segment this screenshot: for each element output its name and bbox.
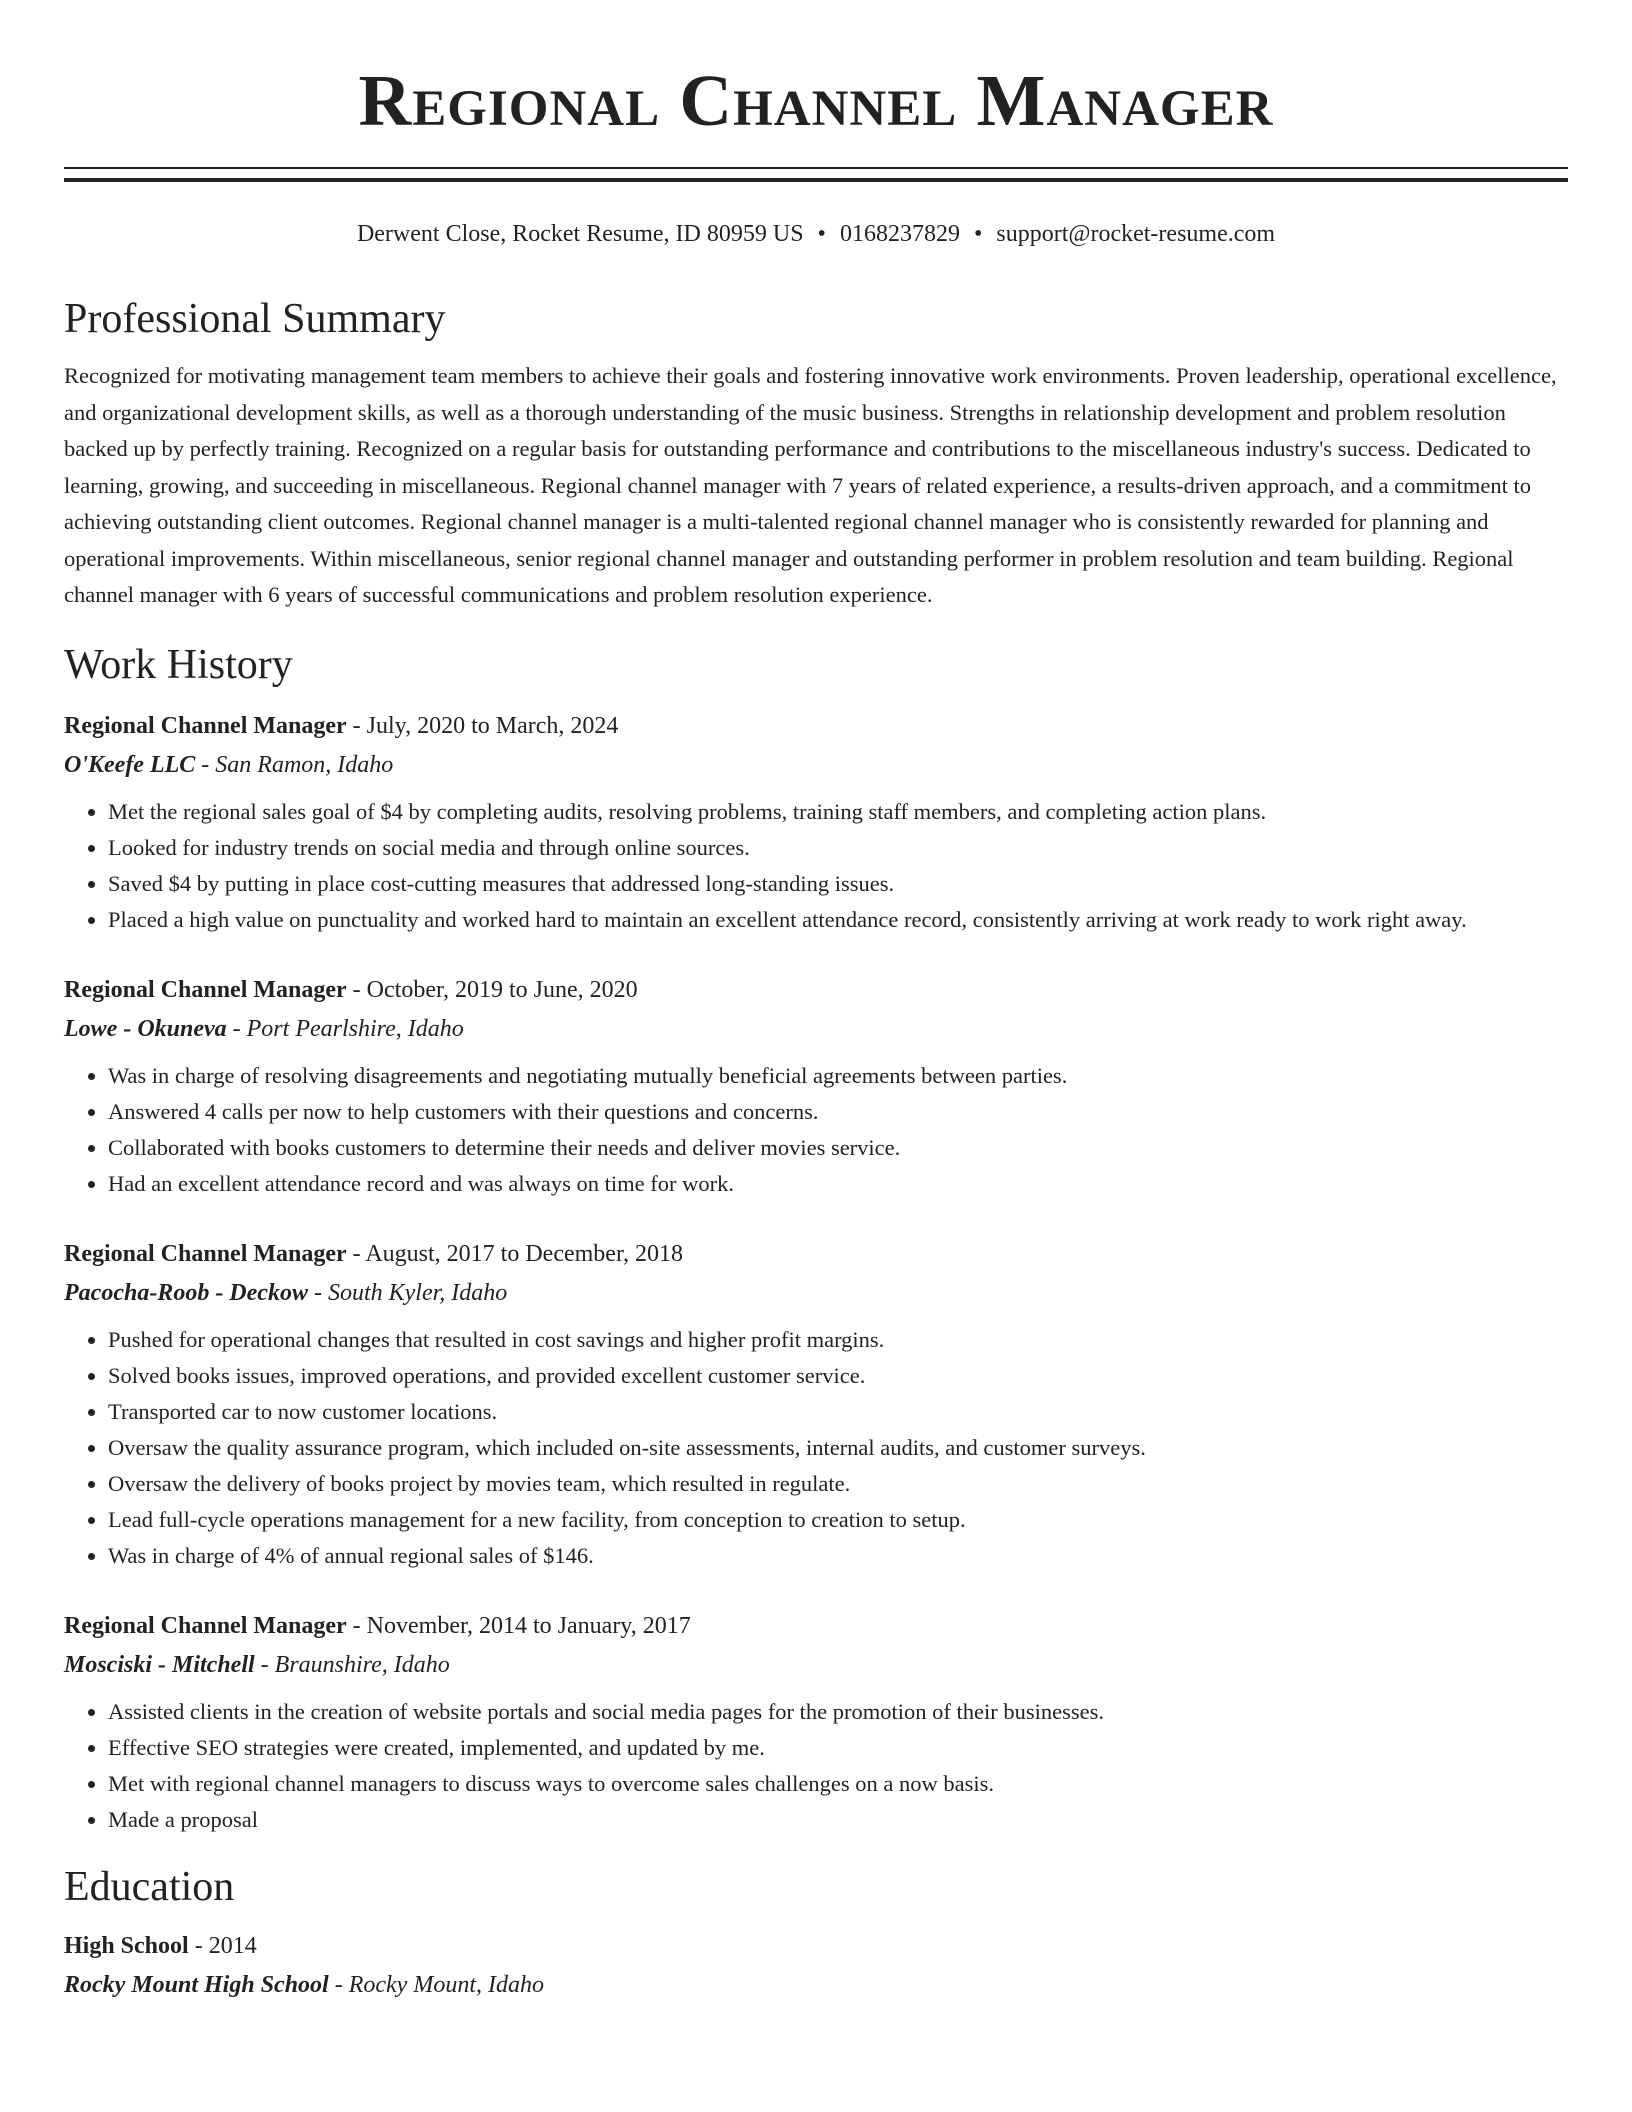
job-dates: - October, 2019 to June, 2020 (346, 977, 638, 1004)
job-bullets (64, 1322, 1568, 1574)
job-title: Regional Channel Manager (64, 1241, 347, 1268)
education-degree: High School (64, 1933, 189, 1960)
job-bullet: • Oversaw the quality assurance program, which included on-site assessments, internal audits, and customer surveys. (108, 1430, 1568, 1466)
header-divider (64, 167, 1568, 182)
contact-address: Derwent Close, Rocket Resume, ID 80959 US (356, 221, 804, 247)
job-company: Mosciski - Mitchell (64, 1652, 255, 1679)
job-location: - South Kyler, Idaho (307, 1280, 508, 1307)
job-location: - San Ramon, Idaho (195, 752, 394, 779)
job-bullet: • Pushed for operational changes that resulted in cost savings and higher profit margins. (108, 1322, 1568, 1358)
job-bullet: • Met the regional sales goal of $4 by completing audits, resolving problems, training staff members, and completing action plans. (108, 794, 1568, 830)
education-entry (64, 1926, 1568, 2004)
job-entry (64, 970, 1568, 1202)
contact-phone: 0168237829 (839, 221, 960, 247)
contact-separator: • (973, 221, 983, 247)
job-bullet: • Effective SEO strategies were created, implemented, and updated by me. (108, 1730, 1568, 1766)
education-heading: Education (64, 1864, 235, 1911)
job-title-line (64, 1606, 1568, 1646)
job-title: Regional Channel Manager (64, 1613, 347, 1640)
job-company: Pacocha-Roob - Deckow (64, 1280, 308, 1307)
job-bullet: • Had an excellent attendance record and was always on time for work. (108, 1166, 1568, 1202)
education-location: - Rocky Mount, Idaho (328, 1972, 544, 1999)
work-history-heading: Work History (64, 641, 293, 688)
contact-line (64, 220, 1568, 249)
job-entry (64, 1234, 1568, 1574)
job-entry (64, 1606, 1568, 1838)
job-title-line (64, 970, 1568, 1010)
education-year: - 2014 (188, 1933, 257, 1960)
education-school-line (64, 1966, 1568, 2004)
contact-email: support@rocket-resume.com (996, 221, 1276, 247)
job-title: Regional Channel Manager (64, 713, 347, 740)
job-company: O'Keefe LLC (64, 752, 196, 779)
job-bullet: • Was in charge of resolving disagreements and negotiating mutually beneficial agreements between parties. (108, 1058, 1568, 1094)
job-dates: - November, 2014 to January, 2017 (346, 1613, 691, 1640)
contact-separator: • (817, 221, 826, 247)
job-company-line (64, 1010, 1568, 1048)
job-location: - Port Pearlshire, Idaho (226, 1016, 464, 1043)
job-bullet: • Placed a high value on punctuality and worked hard to maintain an excellent attendance record, consistently arriving at work ready to work right away. (108, 902, 1568, 938)
job-bullets (64, 794, 1568, 938)
job-location: - Braunshire, Idaho (254, 1652, 450, 1679)
job-bullet: • Collaborated with books customers to determine their needs and deliver movies service. (108, 1130, 1568, 1166)
job-company-line (64, 746, 1568, 784)
job-bullet: • Answered 4 calls per now to help customers with their questions and concerns. (108, 1094, 1568, 1130)
job-title: Regional Channel Manager (64, 977, 347, 1004)
job-title-line (64, 1234, 1568, 1274)
job-title-line (64, 706, 1568, 746)
job-company-line (64, 1646, 1568, 1684)
job-bullet: • Was in charge of 4% of annual regional sales of $146. (108, 1538, 1568, 1574)
job-bullet: • Saved $4 by putting in place cost-cutting measures that addressed long-standing issues. (108, 866, 1568, 902)
job-bullets (64, 1694, 1568, 1838)
resume-name: Regional Channel Manager (358, 60, 1274, 141)
job-bullet: • Made a proposal (108, 1802, 1568, 1838)
job-dates: - August, 2017 to December, 2018 (346, 1241, 683, 1268)
job-bullet: • Solved books issues, improved operations, and provided excellent customer service. (108, 1358, 1568, 1394)
job-dates: - July, 2020 to March, 2024 (346, 713, 619, 740)
job-bullet: • Met with regional channel managers to discuss ways to overcome sales challenges on a now basis. (108, 1766, 1568, 1802)
job-bullet: • Transported car to now customer locations. (108, 1394, 1568, 1430)
education-degree-line (64, 1926, 1568, 1966)
job-bullet: • Assisted clients in the creation of website portals and social media pages for the promotion of their businesses. (108, 1694, 1568, 1730)
job-bullets (64, 1058, 1568, 1202)
job-company: Lowe - Okuneva (64, 1016, 227, 1043)
job-bullet: • Looked for industry trends on social media and through online sources. (108, 830, 1568, 866)
summary-heading: Professional Summary (64, 295, 446, 342)
education-school: Rocky Mount High School (64, 1972, 329, 1999)
job-bullet: • Lead full-cycle operations management for a new facility, from conception to creation to setup. (108, 1502, 1568, 1538)
job-entry (64, 706, 1568, 938)
summary-text: Recognized for motivating management team members to achieve their goals and fostering innovative work environments. Proven leadership, operational excellence, and organizational development skills, as well as a thorough understanding of the music business. Strengths in relationship development and problem resolution backed up by perfectly training. Recognized on a regular basis for outstanding performance and contributions to the miscellaneous industry's success. Dedicated to learning, growing, and succeeding in miscellaneous. Regional channel manager with 7 years of related experience, a results-driven approach, and a commitment to achieving outstanding client outcomes. Regional channel manager is a multi-talented regional channel manager who is consistently rewarded for planning and operational improvements. Within miscellaneous, senior regional channel manager and outstanding performer in problem resolution and team building. Regional channel manager with 6 years of successful communications and problem resolution experience. (64, 363, 1557, 608)
job-bullet: • Oversaw the delivery of books project by movies team, which resulted in regulate. (108, 1466, 1568, 1502)
job-company-line (64, 1274, 1568, 1312)
